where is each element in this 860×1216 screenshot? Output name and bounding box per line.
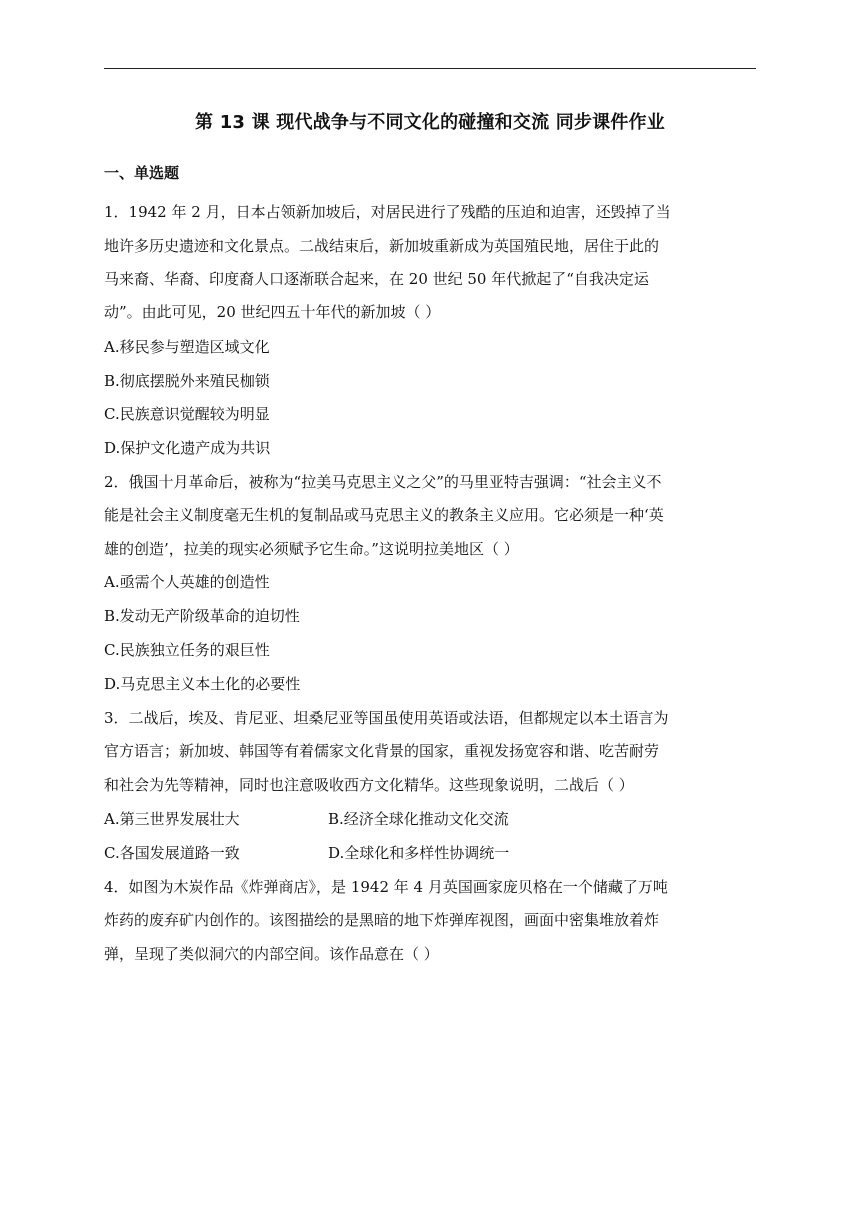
q4-stem-line-1: 4．如图为木炭作品《炸弹商店》，是 1942 年 4 月英国画家庞贝格在一个储藏了万吨 [104,878,668,896]
q3-option-c[interactable]: C.各国发展道路一致 [104,844,240,862]
header-rule [104,68,756,69]
q3-stem-line-1: 3．二战后，埃及、肯尼亚、坦桑尼亚等国虽使用英语或法语，但都规定以本土语言为 [104,709,669,727]
q2-option-c[interactable]: C.民族独立任务的艰巨性 [104,641,270,659]
section-heading: 一、单选题 [104,164,180,182]
q2-option-b[interactable]: B.发动无产阶级革命的迫切性 [104,607,300,625]
q1-option-b[interactable]: B.彻底摆脱外来殖民枷锁 [104,372,270,390]
q3-option-a[interactable]: A.第三世界发展壮大 [104,810,240,828]
q2-stem-line-2: 能是社会主义制度毫无生机的复制品或马克思主义的教条主义应用。它必须是一种‘英 [104,506,664,524]
q1-stem-line-2: 地许多历史遗迹和文化景点。二战结束后，新加坡重新成为英国殖民地，居住于此的 [104,237,660,255]
q1-stem-line-4: 动”。由此可见，20 世纪四五十年代的新加坡（ ） [104,303,441,321]
q3-stem-line-3: 和社会为先等精神，同时也注意吸收西方文化精华。这些现象说明，二战后（ ） [104,776,634,794]
q3-stem-line-2: 官方语言；新加坡、韩国等有着儒家文化背景的国家，重视发扬宽容和谐、吃苦耐劳 [104,742,660,760]
q2-stem-line-1: 2．俄国十月革命后，被称为“拉美马克思主义之父”的马里亚特吉强调：“社会主义不 [104,473,662,491]
q1-option-a[interactable]: A.移民参与塑造区域文化 [104,338,270,356]
q1-stem-line-3: 马来裔、华裔、印度裔人口逐渐联合起来，在 20 世纪 50 年代掀起了“自我决定运 [104,270,649,288]
q1-stem-line-1: 1．1942 年 2 月，日本占领新加坡后，对居民进行了残酷的压迫和迫害，还毁掉了当 [104,203,671,221]
q1-option-d[interactable]: D.保护文化遗产成为共识 [104,439,271,457]
page-title: 第 13 课 现代战争与不同文化的碰撞和交流 同步课件作业 [195,112,665,133]
q4-stem-line-2: 炸药的废弃矿内创作的。该图描绘的是黑暗的地下炸弹库视图，画面中密集堆放着炸 [104,911,660,929]
q2-option-d[interactable]: D.马克思主义本土化的必要性 [104,675,301,693]
q2-stem-line-3: 雄的创造’，拉美的现实必须赋予它生命。”这说明拉美地区（ ） [104,540,519,558]
q1-option-c[interactable]: C.民族意识觉醒较为明显 [104,405,270,423]
q3-option-d[interactable]: D.全球化和多样性协调统一 [328,844,510,862]
q3-option-b[interactable]: B.经济全球化推动文化交流 [328,810,509,828]
q2-option-a[interactable]: A.亟需个人英雄的创造性 [104,573,270,591]
q4-stem-line-3: 弹，呈现了类似洞穴的内部空间。该作品意在（ ） [104,945,439,963]
